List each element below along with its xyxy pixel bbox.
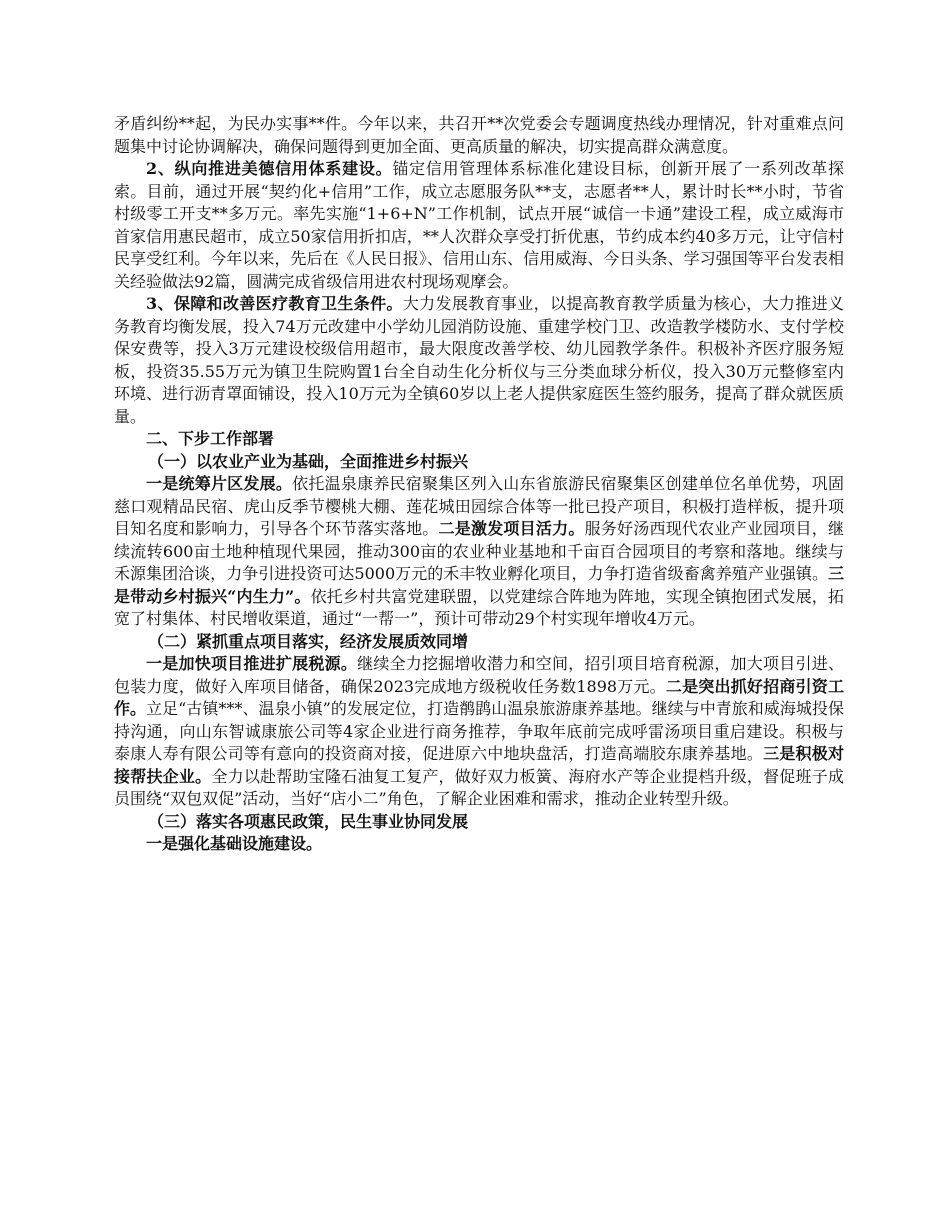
paragraph-text: 矛盾纠纷**起，为民办实事**件。今年以来，共召开**次党委会专题调度热线办理情况，针对重难点问题集中讨论协调解决，确保问题得到更加全面、更高质量的解决，切实提高群众满意度。 bbox=[114, 114, 844, 156]
paragraph-lead-bold: 3、保障和改善医疗教育卫生条件。 bbox=[146, 294, 403, 313]
paragraph-agriculture bbox=[114, 473, 844, 631]
paragraph-infrastructure-lead: 一是强化基础设施建设。 bbox=[146, 834, 323, 853]
paragraph-text: 继续全力挖掘增收潜力和空间，招引项目培育税源，加大项目引进、包装力度，做好入库项目储备，确保2023完成地方级税收任务数1898万元。 bbox=[114, 654, 844, 696]
paragraph-lead-bold: 二是激发项目活力。 bbox=[438, 519, 585, 538]
subsection-heading-livelihood: （三）落实各项惠民政策，民生事业协同发展 bbox=[148, 811, 469, 831]
paragraph-credit-system bbox=[114, 158, 844, 293]
subsection-heading-key-projects: （二）紧抓重点项目落实，经济发展质效同增 bbox=[148, 631, 469, 651]
section-heading-next-steps: 二、下步工作部署 bbox=[146, 429, 275, 448]
paragraph-text: 立足“古镇***、温泉小镇”的发展定位，打造鹡鹍山温泉旅游康养基地。继续与中青旅和威海城投保持沟通，向山东智诚康旅公司等4家企业进行商务推荐，争取年底前完成呼雷汤项目重启建设。积极与泰康人寿有限公司等有意向的投资商对接，促进原六中地块盘活，打造高端胶东康养基地。 bbox=[114, 699, 844, 763]
paragraph-key-projects bbox=[114, 653, 844, 811]
paragraph-lead-bold: 2、纵向推进美德信用体系建设。 bbox=[146, 159, 393, 178]
paragraph-lead-bold: 三是带动乡村振兴“内生力”。 bbox=[114, 564, 844, 606]
paragraph-text: 全力以赴帮助宝隆石油复工复产，做好双力板簧、海府水产等企业提档升级，督促班子成员围绕“双包双促”活动，当好“店小二”角色，了解企业困难和需求，推动企业转型升级。 bbox=[114, 766, 844, 808]
paragraph-text: 服务好汤西现代农业产业园项目，继续流转600亩土地种植现代果园，推动300亩的农业种业基地和千亩百合园项目的考察和落地。继续与禾源集团洽谈，力争引进投资可达5000万元的禾丰牧业孵化项目，力争打造省级畜禽养殖产业强镇。 bbox=[114, 519, 844, 583]
subsection-heading-agriculture: （一）以农业产业为基础，全面推进乡村振兴 bbox=[148, 451, 469, 471]
paragraph-text: 锚定信用管理体系标准化建设目标，创新开展了一系列改革探索。目前，通过开展“契约化+信用”工作，成立志愿服务队**支，志愿者**人，累计时长**小时，节省村级零工开支**多万元。率先实施“1+6+N”工作机制，试点开展“诚信一卡通”建设工程，成立威海市首家信用惠民超市，成立50家信用折扣店，**人次群众享受打折优惠，节约成本约40多万元，让守信村民享受红利。今年以来，先后在《人民日报》、信用山东、信用威海、今日头条、学习强国等平台发表相关经验做法92篇，圆满完成省级信用进农村现场观摩会。 bbox=[114, 159, 844, 291]
paragraph-text: 大力发展教育事业，以提高教育教学质量为核心，大力推进义务教育均衡发展，投入74万元改建中小学幼儿园消防设施、重建学校门卫、改造教学楼防水、支付学校保安费等，投入3万元建设校级信用超市，最大限度改善学校、幼儿园教学条件。积极补齐医疗服务短板，投资35.55万元为镇卫生院购置1台全自动生化分析仪与三分类血球分析仪，投入30万元整修室内环境、进行沥青罩面铺设，投入10万元为全镇60岁以上老人提供家庭医生签约服务，提高了群众就医质量。 bbox=[114, 294, 844, 426]
paragraph-medical-education bbox=[114, 293, 844, 428]
paragraph-lead-bold: 二是突出抓好招商引资工作。 bbox=[114, 676, 844, 718]
paragraph-lead-bold: 三是积极对接帮扶企业。 bbox=[114, 744, 844, 786]
paragraph-lead-bold: 一是统筹片区发展。 bbox=[146, 474, 293, 493]
paragraph-lead-bold: 一是加快项目推进扩展税源。 bbox=[146, 654, 358, 673]
paragraph-text: 依托温泉康养民宿聚集区列入山东省旅游民宿聚集区创建单位名单优势，巩固慈口观精品民宿、虎山反季节樱桃大棚、莲花城田园综合体等一批已投产项目，积极打造样板，提升项目知名度和影响力，引导各个环节落实落地。 bbox=[114, 474, 844, 538]
document-body bbox=[114, 113, 844, 856]
paragraph-text: 依托乡村共富党建联盟，以党建综合阵地为阵地，实现全镇抱团式发展，拓宽了村集体、村民增收渠道，通过“一帮一”，预计可带动29个村实现年增收4万元。 bbox=[114, 586, 844, 628]
paragraph-hotline-summary bbox=[114, 113, 844, 158]
